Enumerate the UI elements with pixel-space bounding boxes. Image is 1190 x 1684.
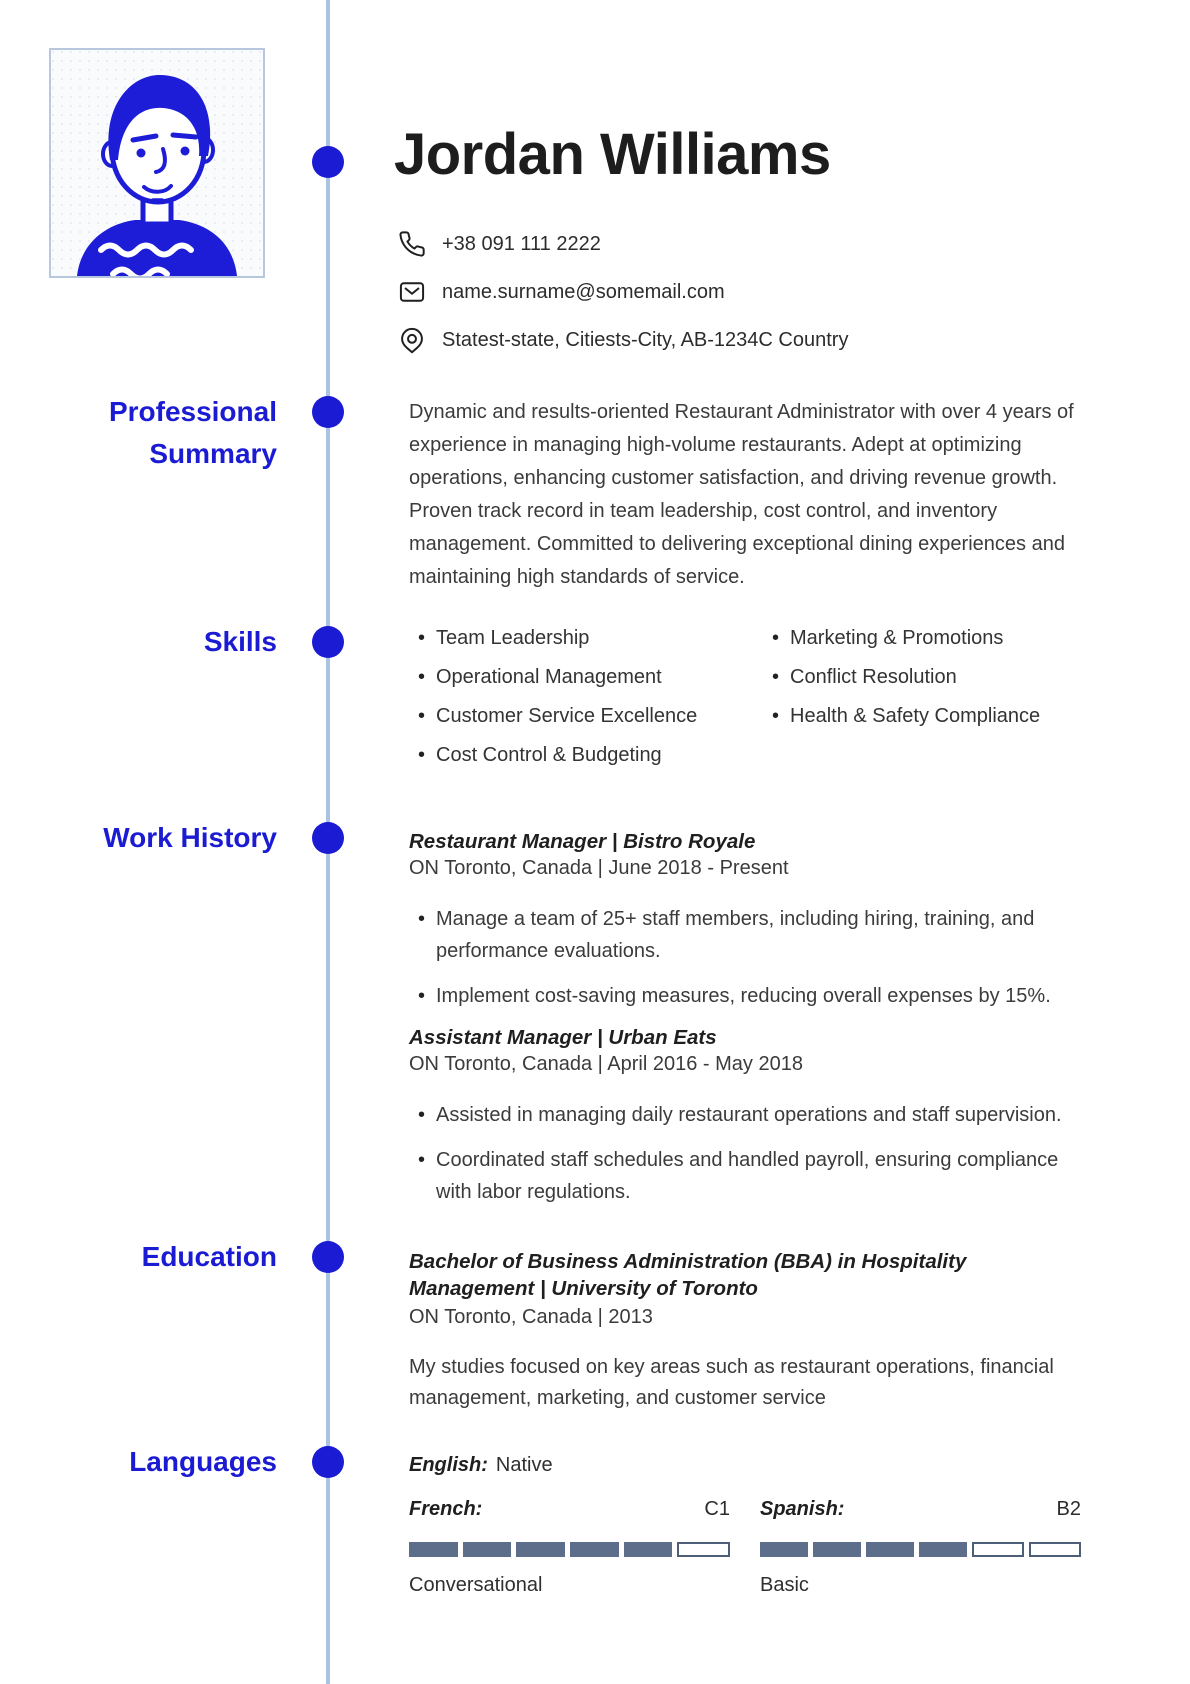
job-bullets [409, 903, 1081, 1012]
contact-address [398, 326, 848, 354]
timeline-dot [312, 1241, 344, 1273]
work-history-section [409, 829, 1081, 1221]
language-descriptor: Conversational [409, 1574, 543, 1596]
language-header [760, 1496, 1081, 1522]
job-entry [409, 829, 1081, 1012]
summary-paragraph: Dynamic and results-oriented Restaurant Administrator with over 4 years of experience in managing high-volume restaurants. Adept at optimizing operations, enhancing customer satisfaction, and driving revenue growth. Proven track record in team leadership, cost control, and inventory management. Committed to delivering exceptional dining experiences and maintaining high standards of service. [409, 401, 1074, 588]
location-icon [398, 326, 426, 354]
language-descriptor: Basic [760, 1574, 809, 1596]
skill-item: • Operational Management [409, 667, 754, 687]
timeline-dot [312, 626, 344, 658]
language-primary [409, 1452, 553, 1478]
progress-segment-filled [463, 1542, 512, 1557]
skill-item: • Team Leadership [409, 628, 754, 648]
progress-segment-filled [409, 1542, 458, 1557]
section-title-skills: Skills [203, 626, 277, 657]
education-degree: Bachelor of Business Administration (BBA) in Hospitality Management | University of Toronto [409, 1250, 967, 1300]
progress-segment-filled [570, 1542, 619, 1557]
job-meta: ON Toronto, Canada | June 2018 - Present [409, 857, 789, 879]
education-description: My studies focused on key areas such as restaurant operations, financial management, marketing, and customer service [409, 1356, 1054, 1409]
language-primary-value: Native [495, 1454, 553, 1476]
language-header [409, 1496, 730, 1522]
job-bullet: • Assisted in managing daily restaurant operations and staff supervision. [409, 1099, 1081, 1131]
progress-segment-filled [760, 1542, 808, 1557]
contact-phone [398, 230, 848, 258]
skill-item: • Marketing & Promotions [763, 628, 1083, 648]
contact-list [398, 230, 848, 374]
skill-item: • Health & Safety Compliance [763, 706, 1083, 726]
language-level: C1 [704, 1498, 730, 1520]
education-meta: ON Toronto, Canada | 2013 [409, 1306, 653, 1328]
email-text: name.surname@somemail.com [442, 280, 725, 303]
progress-segment-filled [624, 1542, 673, 1557]
job-entry [409, 1025, 1081, 1208]
progress-segment-filled [516, 1542, 565, 1557]
language-primary-label: English: [409, 1454, 488, 1476]
language-item [760, 1496, 1081, 1597]
progress-segment-filled [919, 1542, 967, 1557]
timeline-dot [312, 1446, 344, 1478]
job-bullet: • Manage a team of 25+ staff members, including hiring, training, and performance evaluations. [409, 903, 1081, 967]
job-bullet: • Implement cost-saving measures, reducing overall expenses by 15%. [409, 980, 1081, 1012]
section-title-education: Education [141, 1241, 277, 1272]
section-title-languages: Languages [129, 1446, 277, 1477]
section-title-summary: Professional Summary [108, 396, 277, 469]
progress-segment-empty [1029, 1542, 1081, 1557]
language-item [409, 1496, 730, 1597]
address-text: Statest-state, Citiests-City, AB-1234C Country [442, 328, 849, 351]
job-bullets [409, 1099, 1081, 1208]
education-section [409, 1248, 1081, 1414]
phone-icon [398, 230, 426, 258]
progress-segment-empty [677, 1542, 730, 1557]
person-name: Jordan Williams [394, 122, 831, 187]
skills-column-2 [763, 628, 1083, 745]
progress-segment-filled [813, 1542, 861, 1557]
timeline-dot [312, 822, 344, 854]
language-name: French: [409, 1498, 483, 1520]
language-list [409, 1496, 1081, 1597]
mail-icon [398, 278, 426, 306]
section-title-work-history: Work History [103, 822, 277, 853]
timeline-dot [312, 396, 344, 428]
skill-item: • Conflict Resolution [763, 667, 1083, 687]
job-title: Assistant Manager | Urban Eats [409, 1026, 717, 1049]
progress-segment-filled [866, 1542, 914, 1557]
skill-item: • Cost Control & Budgeting [409, 745, 754, 765]
skill-item: • Customer Service Excellence [409, 706, 754, 726]
language-name: Spanish: [760, 1498, 845, 1520]
phone-text: +38 091 111 2222 [442, 232, 601, 255]
contact-email [398, 278, 848, 306]
avatar-illustration [51, 50, 263, 276]
job-title: Restaurant Manager | Bistro Royale [409, 830, 756, 853]
language-progress-bar [760, 1542, 1081, 1557]
avatar [49, 48, 265, 278]
language-level: B2 [1056, 1498, 1081, 1520]
skills-column-1 [409, 628, 754, 784]
job-bullet: • Coordinated staff schedules and handled payroll, ensuring compliance with labor regulations. [409, 1144, 1081, 1208]
language-progress-bar [409, 1542, 730, 1557]
progress-segment-empty [972, 1542, 1024, 1557]
timeline-dot [312, 146, 344, 178]
job-meta: ON Toronto, Canada | April 2016 - May 2018 [409, 1053, 803, 1075]
